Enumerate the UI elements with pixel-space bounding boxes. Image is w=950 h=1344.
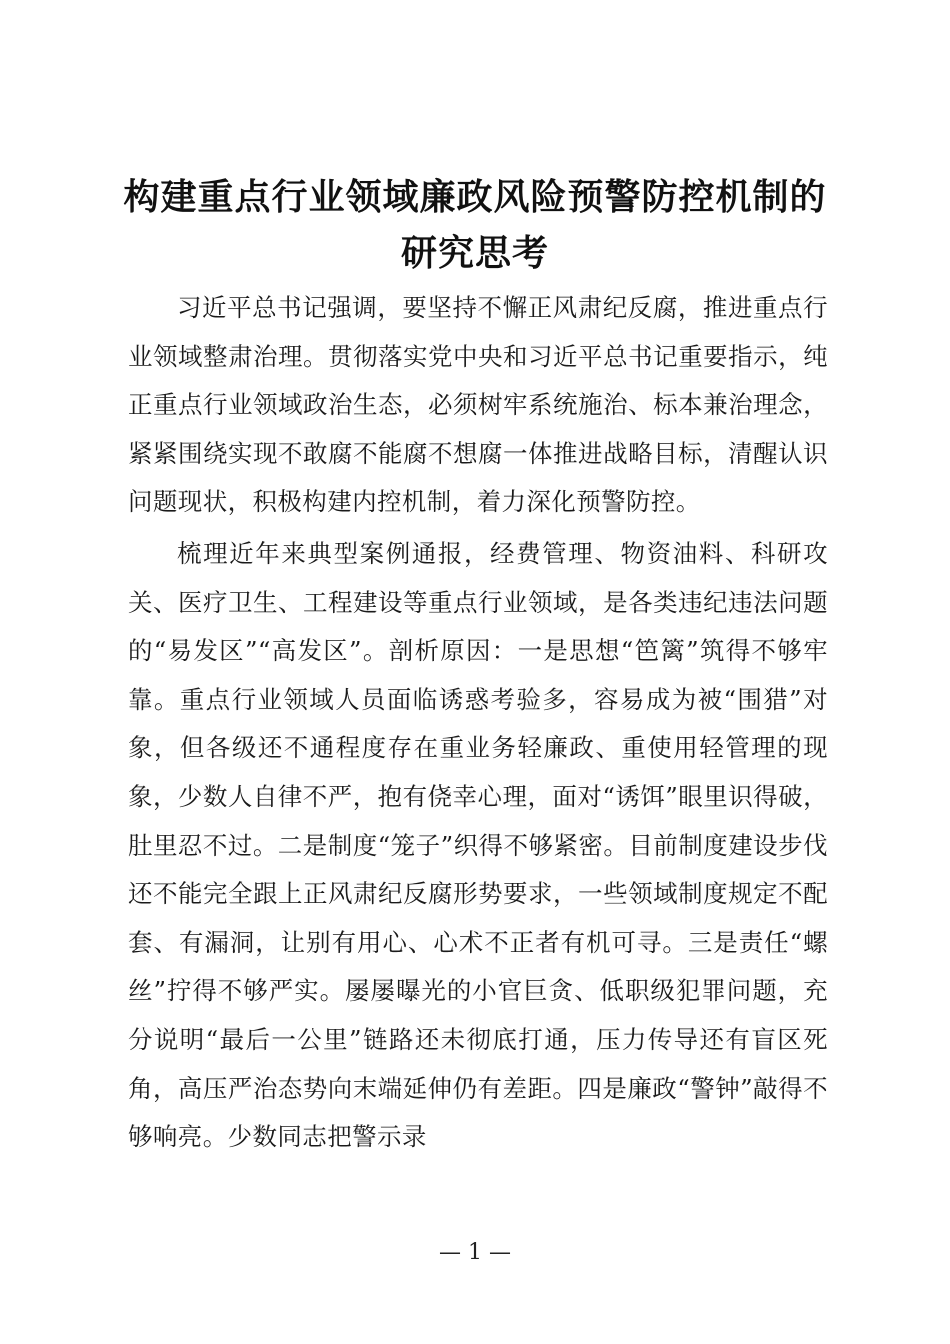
paragraph-1: 习近平总书记强调，要坚持不懈正风肃纪反腐，推进重点行业领域整肃治理。贯彻落实党中央和习近平总书记重要指示，纯正重点行业领域政治生态，必须树牢系统施治、标本兼治理念，紧紧围绕实现不敢腐不能腐不想腐一体推进战略目标，清醒认识问题现状，积极构建内控机制，着力深化预警防控。 (128, 293, 828, 517)
page-number: — 1 — (439, 1240, 511, 1265)
document-title: 构建重点行业领域廉政风险预警防控机制的研究思考 (123, 177, 827, 274)
paragraph-2: 梳理近年来典型案例通报，经费管理、物资油料、科研攻关、医疗卫生、工程建设等重点行业领域，是各类违纪违法问题的“易发区”“高发区”。剖析原因：一是思想“笆篱”筑得不够牢靠。重点行业领域人员面临诱惑考验多，容易成为被“围猎”对象，但各级还不通程度存在重业务轻廉政、重使用轻管理的现象，少数人自律不严，抱有侥幸心理，面对“诱饵”眼里识得破，肚里忍不过。二是制度“笼子”织得不够紧密。目前制度建设步伐还不能完全跟上正风肃纪反腐形势要求，一些领域制度规定不配套、有漏洞，让别有用心、心术不正者有机可寻。三是责任“螺丝”拧得不够严实。屡屡曝光的小官巨贪、低职级犯罪问题，充分说明“最后一公里”链路还未彻底打通，压力传导还有盲区死角，高压严治态势向末端延伸仍有差距。四是廉政“警钟”敲得不够响亮。少数同志把警示录 (128, 539, 828, 1152)
